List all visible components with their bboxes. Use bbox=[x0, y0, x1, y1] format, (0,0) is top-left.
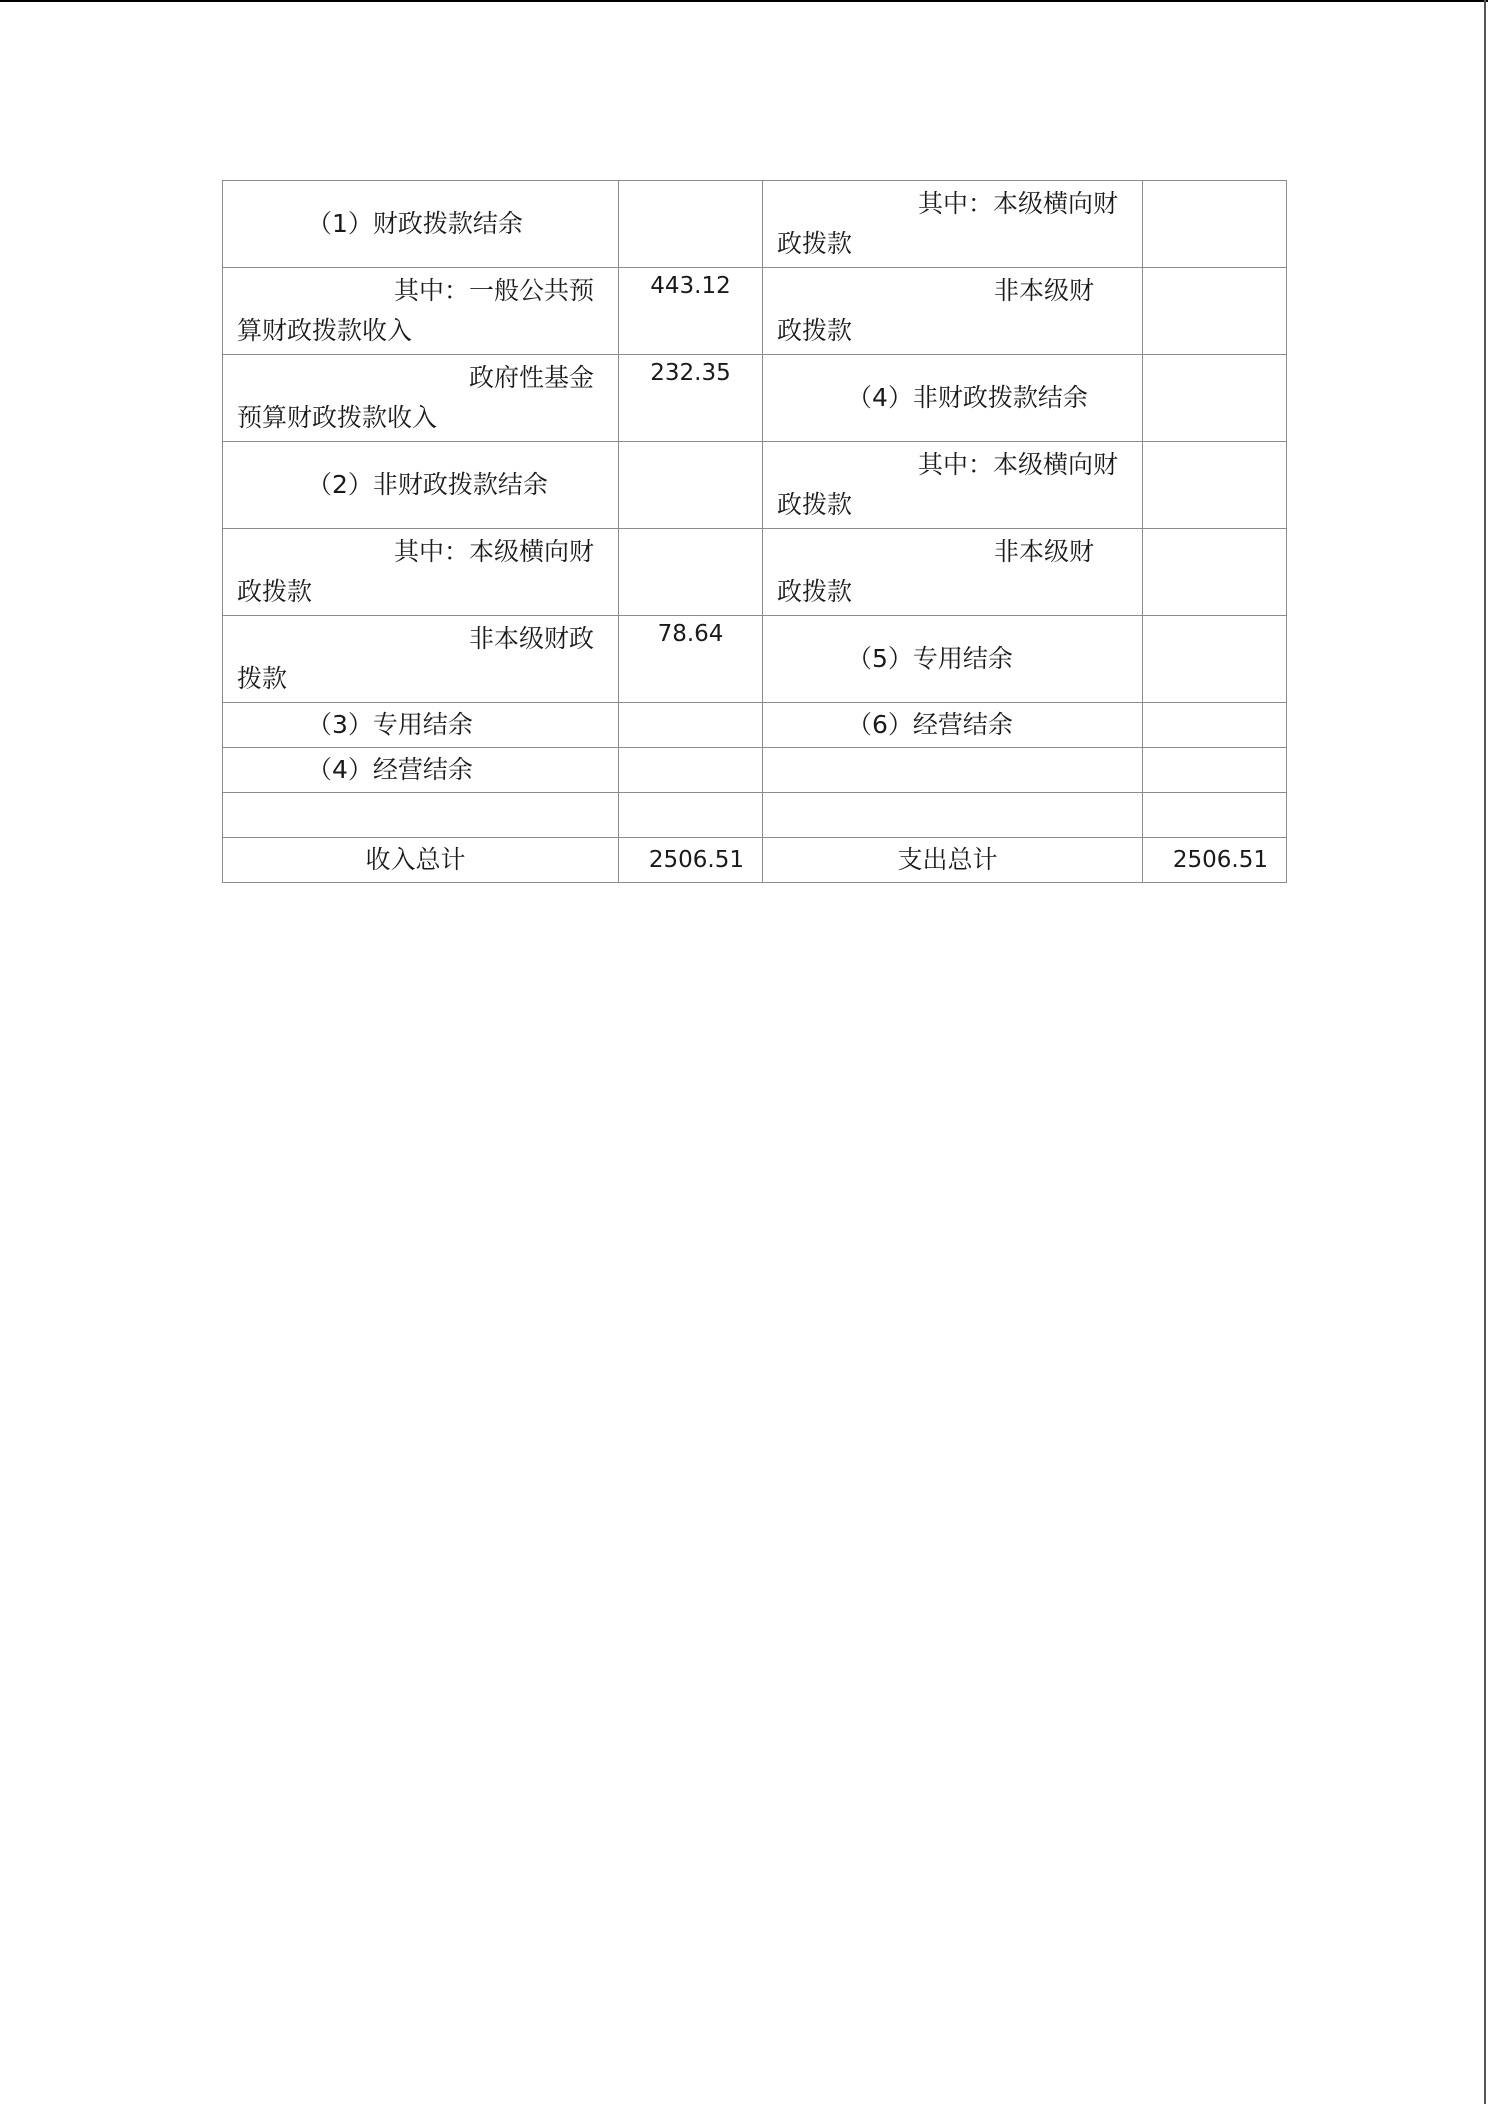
right-value-cell bbox=[1143, 181, 1287, 268]
right-label: （4）非财政拨款结余 bbox=[847, 383, 1088, 412]
left-value-cell bbox=[619, 355, 763, 442]
table-row bbox=[223, 529, 1287, 616]
right-value-cell bbox=[1143, 793, 1287, 838]
right-label-line-2: 政拨款 bbox=[777, 490, 853, 519]
left-value-cell bbox=[619, 616, 763, 703]
right-value-cell bbox=[1143, 703, 1287, 748]
income-total-value-cell bbox=[619, 838, 763, 883]
left-label-line-1: 其中：本级横向财 bbox=[393, 537, 594, 566]
left-value-cell bbox=[619, 529, 763, 616]
right-value-cell bbox=[1143, 616, 1287, 703]
right-label-line-1: 其中：本级横向财 bbox=[917, 189, 1118, 218]
right-label-cell bbox=[763, 529, 1143, 616]
left-label-line-2: 算财政拨款收入 bbox=[237, 316, 413, 345]
right-label bbox=[763, 532, 1142, 612]
left-label-line-2: 预算财政拨款收入 bbox=[237, 403, 438, 432]
right-value-cell bbox=[1143, 442, 1287, 529]
totals-row bbox=[223, 838, 1287, 883]
left-label-cell bbox=[223, 529, 619, 616]
right-label-cell bbox=[763, 748, 1143, 793]
right-label-line-2: 政拨款 bbox=[777, 229, 853, 258]
right-label bbox=[763, 271, 1142, 351]
left-label-cell bbox=[223, 793, 619, 838]
left-label-line-2: 拨款 bbox=[237, 664, 288, 693]
right-label bbox=[763, 445, 1142, 525]
right-label-cell bbox=[763, 793, 1143, 838]
right-label-line-2: 政拨款 bbox=[777, 316, 853, 345]
left-value-cell bbox=[619, 268, 763, 355]
left-label bbox=[223, 358, 618, 438]
income-total-value: 2506.51 bbox=[648, 847, 744, 873]
right-label: （6）经营结余 bbox=[847, 710, 1013, 739]
left-value-cell bbox=[619, 748, 763, 793]
table-row bbox=[223, 703, 1287, 748]
table-row bbox=[223, 793, 1287, 838]
expense-total-value-cell bbox=[1143, 838, 1287, 883]
table-row bbox=[223, 616, 1287, 703]
right-label-cell bbox=[763, 181, 1143, 268]
right-label: （5）专用结余 bbox=[847, 644, 1013, 673]
left-value-cell bbox=[619, 181, 763, 268]
left-value: 78.64 bbox=[657, 621, 724, 647]
left-label-cell bbox=[223, 442, 619, 529]
right-label-cell bbox=[763, 355, 1143, 442]
table-row bbox=[223, 355, 1287, 442]
expense-total-value: 2506.51 bbox=[1172, 847, 1268, 873]
right-label-cell bbox=[763, 616, 1143, 703]
right-label-cell bbox=[763, 442, 1143, 529]
left-value-cell bbox=[619, 703, 763, 748]
left-label: （3）专用结余 bbox=[307, 710, 473, 739]
left-value: 443.12 bbox=[650, 273, 731, 299]
right-value-cell bbox=[1143, 355, 1287, 442]
left-label: （1）财政拨款结余 bbox=[307, 209, 523, 238]
page-top-edge bbox=[0, 0, 1488, 2]
left-label-line-1: 政府性基金 bbox=[468, 363, 594, 392]
left-label-line-2: 政拨款 bbox=[237, 577, 313, 606]
right-label-cell bbox=[763, 703, 1143, 748]
left-label-cell bbox=[223, 181, 619, 268]
right-label-line-1: 非本级财 bbox=[993, 276, 1094, 305]
expense-total-label: 支出总计 bbox=[897, 845, 998, 874]
left-label bbox=[223, 271, 618, 351]
left-value-cell bbox=[619, 793, 763, 838]
income-total-label-cell bbox=[223, 838, 619, 883]
left-label bbox=[223, 532, 618, 612]
right-value-cell bbox=[1143, 748, 1287, 793]
right-label-line-1: 非本级财 bbox=[993, 537, 1094, 566]
table-row bbox=[223, 748, 1287, 793]
right-value-cell bbox=[1143, 268, 1287, 355]
table-row bbox=[223, 442, 1287, 529]
right-label bbox=[763, 184, 1142, 264]
expense-total-label-cell bbox=[763, 838, 1143, 883]
left-label: （2）非财政拨款结余 bbox=[307, 470, 548, 499]
left-label-cell bbox=[223, 268, 619, 355]
left-label-cell bbox=[223, 748, 619, 793]
left-label-line-1: 非本级财政 bbox=[468, 624, 594, 653]
left-label: （4）经营结余 bbox=[307, 755, 473, 784]
left-value-cell bbox=[619, 442, 763, 529]
left-label-cell bbox=[223, 703, 619, 748]
left-label-line-1: 其中：一般公共预 bbox=[393, 276, 594, 305]
table-row bbox=[223, 181, 1287, 268]
left-label-cell bbox=[223, 355, 619, 442]
left-value: 232.35 bbox=[650, 360, 731, 386]
right-label-line-2: 政拨款 bbox=[777, 577, 853, 606]
table-row bbox=[223, 268, 1287, 355]
left-label-cell bbox=[223, 616, 619, 703]
right-label-line-1: 其中：本级横向财 bbox=[917, 450, 1118, 479]
balance-table bbox=[222, 180, 1287, 883]
income-total-label: 收入总计 bbox=[365, 845, 466, 874]
right-label-cell bbox=[763, 268, 1143, 355]
page-right-edge bbox=[1484, 0, 1486, 2104]
left-label bbox=[223, 619, 618, 699]
right-value-cell bbox=[1143, 529, 1287, 616]
